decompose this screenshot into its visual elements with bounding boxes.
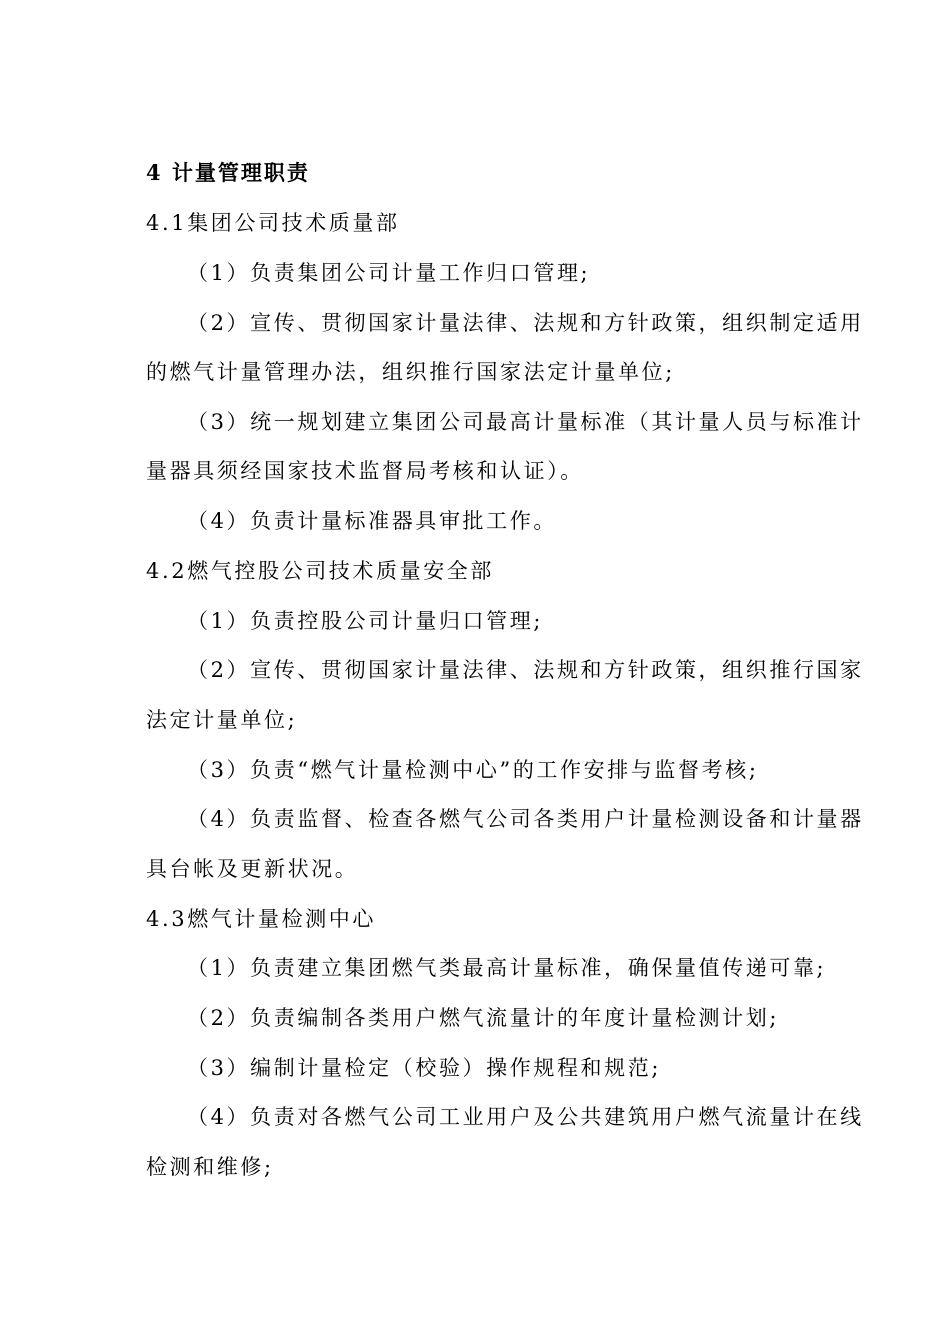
paragraph-line: （4）负责监督、检查各燃气公司各类用户计量检测设备和计量器	[187, 807, 864, 831]
paragraph-line: 量器具须经国家技术监督局考核和认证）。	[146, 459, 584, 483]
subsection-heading-4-2: 4.2燃气控股公司技术质量安全部	[146, 559, 494, 583]
paragraph-line: （4）负责计量标准器具审批工作。	[187, 509, 557, 533]
paragraph-line: 检测和维修;	[146, 1155, 274, 1179]
paragraph-line: （2）宣传、贯彻国家计量法律、法规和方针政策，组织制定适用	[187, 311, 864, 335]
paragraph-line: 法定计量单位;	[146, 708, 298, 732]
paragraph-line: （3）负责“燃气计量检测中心”的工作安排与监督考核;	[187, 758, 759, 782]
section-heading: 4 计量管理职责	[146, 160, 310, 185]
paragraph-line: （4）负责对各燃气公司工业用户及公共建筑用户燃气流量计在线	[187, 1105, 864, 1129]
paragraph-line: （1）负责控股公司计量归口管理;	[187, 609, 544, 633]
paragraph-line: （3）编制计量检定（校验）操作规程和规范;	[187, 1056, 662, 1080]
subsection-heading-4-3: 4.3燃气计量检测中心	[146, 907, 376, 931]
paragraph-line: （2）宣传、贯彻国家计量法律、法规和方针政策，组织推行国家	[187, 658, 864, 682]
paragraph-line: （2）负责编制各类用户燃气流量计的年度计量检测计划;	[187, 1006, 780, 1030]
paragraph-line: （1）负责建立集团燃气类最高计量标准，确保量值传递可靠;	[187, 956, 827, 980]
paragraph-line: 的燃气计量管理办法，组织推行国家法定计量单位;	[146, 360, 675, 384]
subsection-heading-4-1: 4.1集团公司技术质量部	[146, 211, 400, 235]
paragraph-line: 具台帐及更新状况。	[146, 857, 359, 881]
paragraph-line: （1）负责集团公司计量工作归口管理;	[187, 261, 591, 285]
paragraph-line: （3）统一规划建立集团公司最高计量标准（其计量人员与标准计	[187, 410, 864, 434]
